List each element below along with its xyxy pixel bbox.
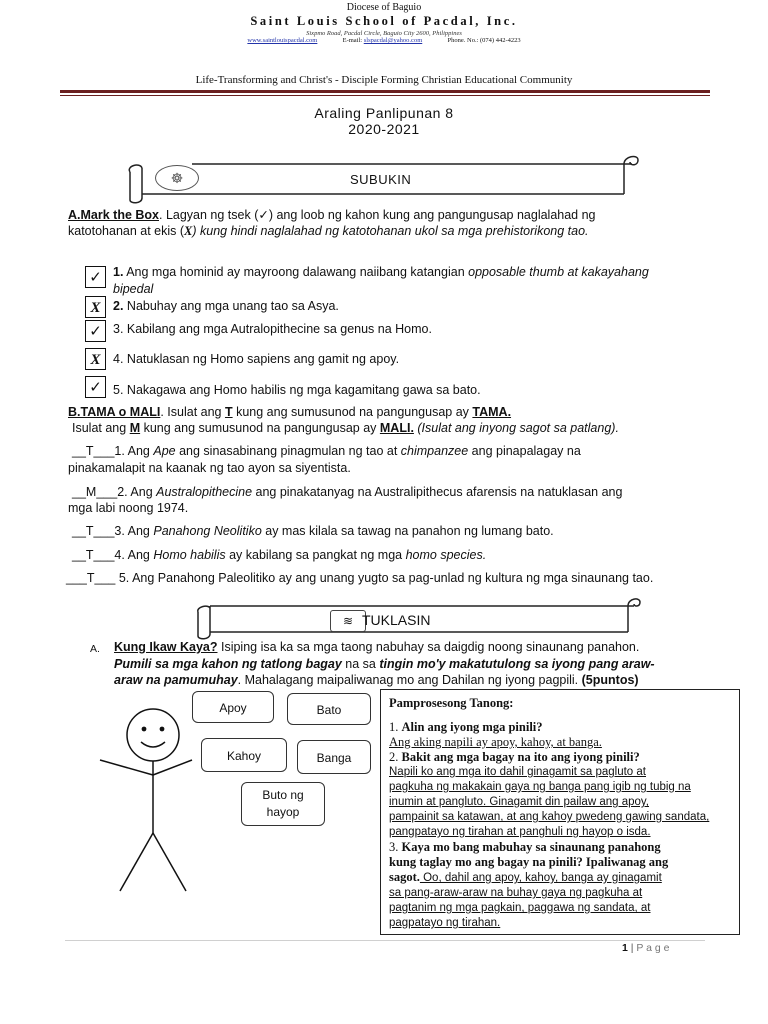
- tuklasin-line-2: Pumili sa mga kahon ng tatlong bagay na sa tingin mo'y makatutulong sa iyong pang araw-: [114, 657, 655, 671]
- part-b-item-3: __T___3. Ang Panahong Neolitiko ay mas kilala sa tawag na panahon ng lumang bato.: [72, 524, 554, 538]
- tuklasin-line-3: araw na pamumuhay. Mahalagang maipaliwanag mo ang Dahilan ng iyong pagpili. (5puntos): [114, 673, 639, 687]
- part-b-item-5: ___T___ 5. Ang Panahong Paleolitiko ay ang unang yugto sa pag-unlad ng kultura ng mga sinaunang tao.: [66, 571, 654, 585]
- processing-questions-box: [380, 689, 740, 935]
- part-a-item-3: 3. Kabilang ang mga Autralopithecine sa genus na Homo.: [113, 322, 432, 336]
- part-b-item-1-cont: pinakamalapit na kaanak ng tao ayon sa siyentista.: [68, 461, 351, 475]
- question-2: 2. Bakit ang mga bagay na ito ang iyong pinili?: [389, 750, 640, 764]
- diocese-line: Diocese of Baguio: [346, 2, 422, 13]
- part-a-item-5: 5. Nakagawa ang Homo habilis ng mga kagamitang gawa sa bato.: [113, 383, 481, 397]
- part-a-item-2: 2. Nabuhay ang mga unang tao sa Asya.: [113, 299, 339, 313]
- part-b-instruction-2: Isulat ang M kung ang sumusunod na pangungusap ay MALI. (Isulat ang inyong sagot sa patlang).: [72, 421, 619, 435]
- part-a-instruction-2: katotohanan at ekis (X) kung hindi naglalahad ng katotohanan ukol sa mga prehistorikong tao.: [68, 224, 589, 238]
- answer-3-line[interactable]: pagtanim ng mga pagkain, paggawa ng sandata, at: [389, 902, 651, 914]
- website-link[interactable]: www.saintlouispacdal.com: [247, 37, 318, 44]
- part-b-item-2-cont: mga labi noong 1974.: [68, 501, 189, 515]
- choice-box-buto-ng-hayop[interactable]: Buto ng hayop: [241, 782, 325, 826]
- part-b-instruction-1: B.TAMA o MALI. Isulat ang T kung ang sumusunod na pangungusap ay TAMA.: [68, 405, 512, 419]
- answer-blank-1[interactable]: __T___: [72, 444, 115, 458]
- answer-box-3[interactable]: ✓: [85, 320, 106, 342]
- subukin-label: SUBUKIN: [350, 172, 412, 187]
- choice-box-apoy[interactable]: Apoy: [192, 691, 274, 723]
- answer-blank-2[interactable]: __M___: [72, 485, 118, 499]
- answer-2-line[interactable]: pangpatayo ng tirahan at panghuli ng hayop o isda.: [389, 826, 651, 838]
- school-tagline: Life-Transforming and Christ's - Disciple Forming Christian Educational Community: [195, 74, 573, 86]
- school-address: Sixpmo Road, Pacdal Circle, Baguio City 2600, Philippines: [306, 30, 462, 37]
- header-rule: [60, 90, 710, 93]
- tuklasin-letter: A.: [90, 643, 100, 655]
- choice-box-banga[interactable]: Banga: [297, 740, 371, 774]
- tuklasin-label: TUKLASIN: [362, 612, 431, 628]
- answer-box-2[interactable]: X: [85, 296, 106, 318]
- contact-line: www.saintlouispacdal.com E-mail: slspacdal@yahoo.com Phone. No.: (074) 442-4223: [247, 37, 521, 44]
- questions-title: Pamprosesong Tanong:: [389, 696, 514, 710]
- answer-blank-3[interactable]: __T___: [72, 524, 115, 538]
- answer-1[interactable]: Ang aking napili ay apoy, kahoy, at banga.: [389, 735, 602, 749]
- page-number: 1 | P a g e: [622, 942, 670, 954]
- subukin-logo-icon: ☸: [155, 165, 199, 191]
- question-3: 3. Kaya mo bang mabuhay sa sinaunang panahong: [389, 840, 661, 854]
- part-a-item-4: 4. Natuklasan ng Homo sapiens ang gamit ng apoy.: [113, 352, 400, 366]
- tuklasin-tablet-icon: ≋: [330, 610, 366, 632]
- answer-3-line[interactable]: pagpatayo ng tirahan.: [389, 917, 501, 929]
- answer-2-line[interactable]: Napili ko ang mga ito dahil ginagamit sa pagluto at: [389, 766, 646, 778]
- part-a-instruction-1: A.Mark the Box. Lagyan ng tsek (✓) ang loob ng kahon kung ang pangungusap naglalahad ng: [68, 208, 596, 222]
- answer-box-5[interactable]: ✓: [85, 376, 106, 398]
- answer-box-1[interactable]: ✓: [85, 266, 106, 288]
- question-1: 1. Alin ang iyong mga pinili?: [389, 720, 543, 734]
- choice-box-bato[interactable]: Bato: [287, 693, 371, 725]
- part-a-item-1: 1. Ang mga hominid ay mayroong dalawang naiibang katangian opposable thumb at kakayahang bipedal: [113, 265, 649, 296]
- part-b-item-2: __M___2. Ang Australopithecine ang pinakatanyag na Australipithecus afarensis na natuklasan ang: [72, 485, 623, 499]
- tuklasin-line-1: Kung Ikaw Kaya? Isiping isa ka sa mga taong nabuhay sa daigdig noong sinaunang panahon.: [114, 640, 640, 654]
- answer-blank-5[interactable]: ___T___: [66, 571, 116, 585]
- answer-blank-4[interactable]: __T___: [72, 548, 115, 562]
- stick-figure-icon: [98, 705, 194, 895]
- school-year: 2020-2021: [348, 121, 420, 137]
- answer-3-line[interactable]: sa pang-araw-araw na buhay gaya ng pagkuha at: [389, 887, 643, 899]
- question-3-end: sagot. Oo, dahil ang apoy, kahoy, banga ay ginagamit: [389, 870, 662, 884]
- footer-rule: [65, 940, 705, 941]
- question-3-cont: kung taglay mo ang bagay na pinili? Ipaliwanag ang: [389, 855, 669, 869]
- answer-2-line[interactable]: pagkuha ng makakain gaya ng banga pang igib ng tubig na: [389, 781, 691, 793]
- answer-box-4[interactable]: X: [85, 348, 106, 370]
- email-link[interactable]: slspacdal@yahoo.com: [363, 37, 423, 44]
- header-rule-thin: [60, 95, 710, 96]
- choice-box-kahoy[interactable]: Kahoy: [201, 738, 287, 772]
- school-name: Saint Louis School of Pacdal, Inc.: [250, 14, 518, 28]
- subject-title: Araling Panlipunan 8: [314, 105, 454, 121]
- answer-2-line[interactable]: inumin at pangluto. Ginagamit din pailaw ang apoy,: [389, 796, 649, 808]
- answer-2-line[interactable]: pampainit sa katawan, at ang kahoy pwedeng gawing sandata,: [389, 811, 710, 823]
- part-b-item-4: __T___4. Ang Homo habilis ay kabilang sa pangkat ng mga homo species.: [72, 548, 487, 562]
- phone-number: Phone. No.: (074) 442-4223: [447, 37, 521, 44]
- part-b-item-1: __T___1. Ang Ape ang sinasabinang pinagmulan ng tao at chimpanzee ang pinapalagay na: [72, 444, 581, 458]
